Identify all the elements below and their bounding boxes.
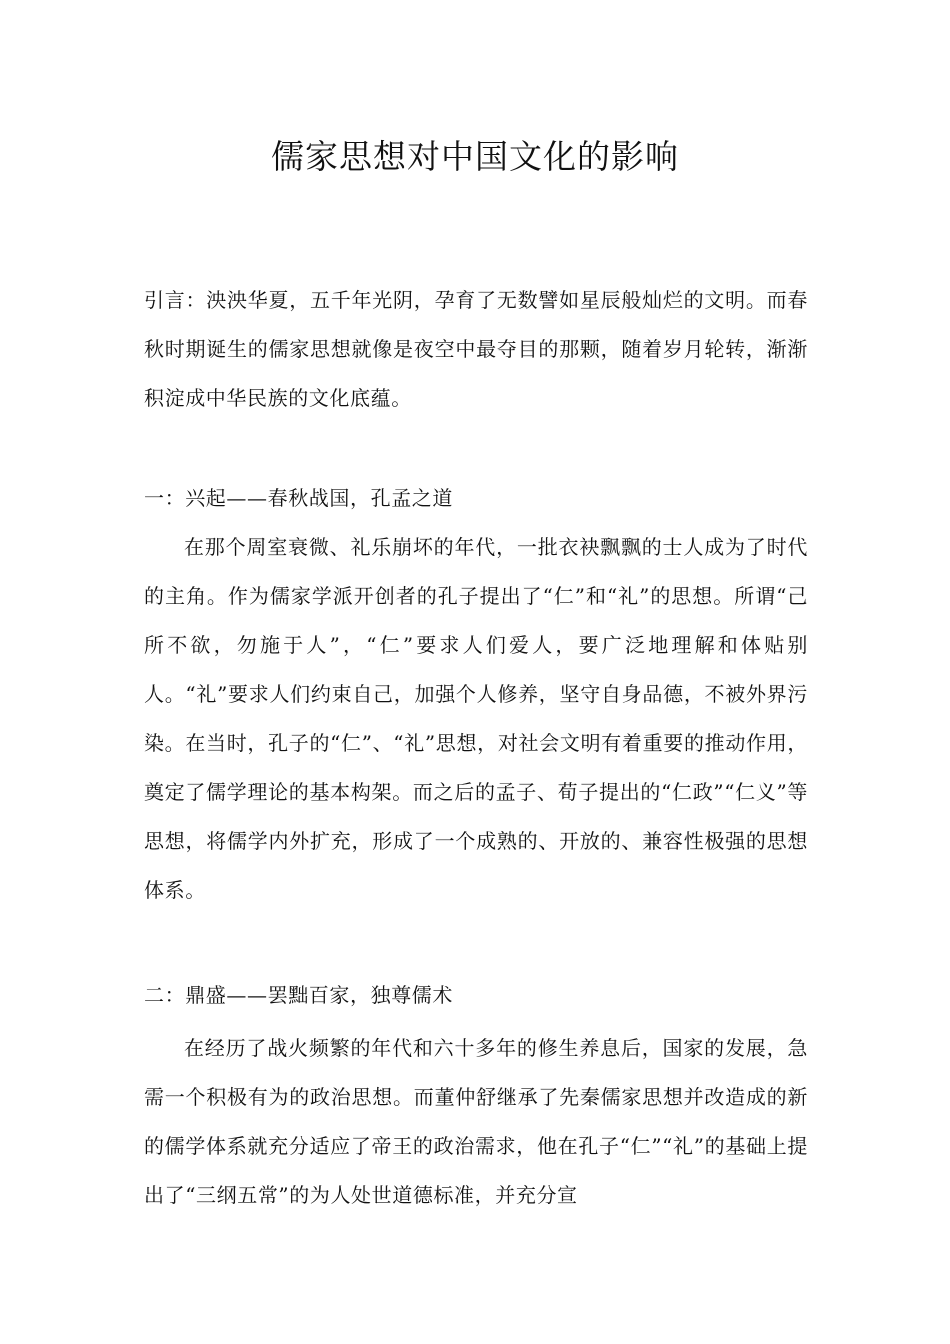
section-2-body: 在经历了战火频繁的年代和六十多年的修生养息后，国家的发展，急需一个积极有为的政治思想。而董仲舒继承了先秦儒家思想并改造成的新的儒学体系就充分适应了帝王的政治需求，他在孔子“仁”“礼”的基础上提出了“三纲五常”的为人处世道德标准，并充分宣: [144, 1036, 808, 1207]
document-title: 儒家思想对中国文化的影响: [271, 137, 679, 176]
section-1-heading: 一：兴起——春秋战国，孔孟之道: [144, 486, 453, 510]
intro-paragraph: 引言：泱泱华夏，五千年光阴，孕育了无数譬如星辰般灿烂的文明。而春秋时期诞生的儒家思想就像是夜空中最夺目的那颗，随着岁月轮转，渐渐积淀成中华民族的文化底蕴。: [144, 288, 808, 410]
section-2-heading: 二：鼎盛——罢黜百家，独尊儒术: [144, 983, 453, 1007]
section-1-body: 在那个周室衰微、礼乐崩坏的年代，一批衣袂飘飘的士人成为了时代的主角。作为儒家学派开创者的孔子提出了“仁”和“礼”的思想。所谓“己所不欲，勿施于人”，“仁”要求人们爱人，要广泛地理解和体贴别人。“礼”要求人们约束自己，加强个人修养，坚守自身品德，不被外界污染。在当时，孔子的“仁”、“礼”思想，对社会文明有着重要的推动作用，奠定了儒学理论的基本构架。而之后的孟子、荀子提出的“仁政”“仁义”等思想，将儒学内外扩充，形成了一个成熟的、开放的、兼容性极强的思想体系。: [144, 535, 808, 902]
